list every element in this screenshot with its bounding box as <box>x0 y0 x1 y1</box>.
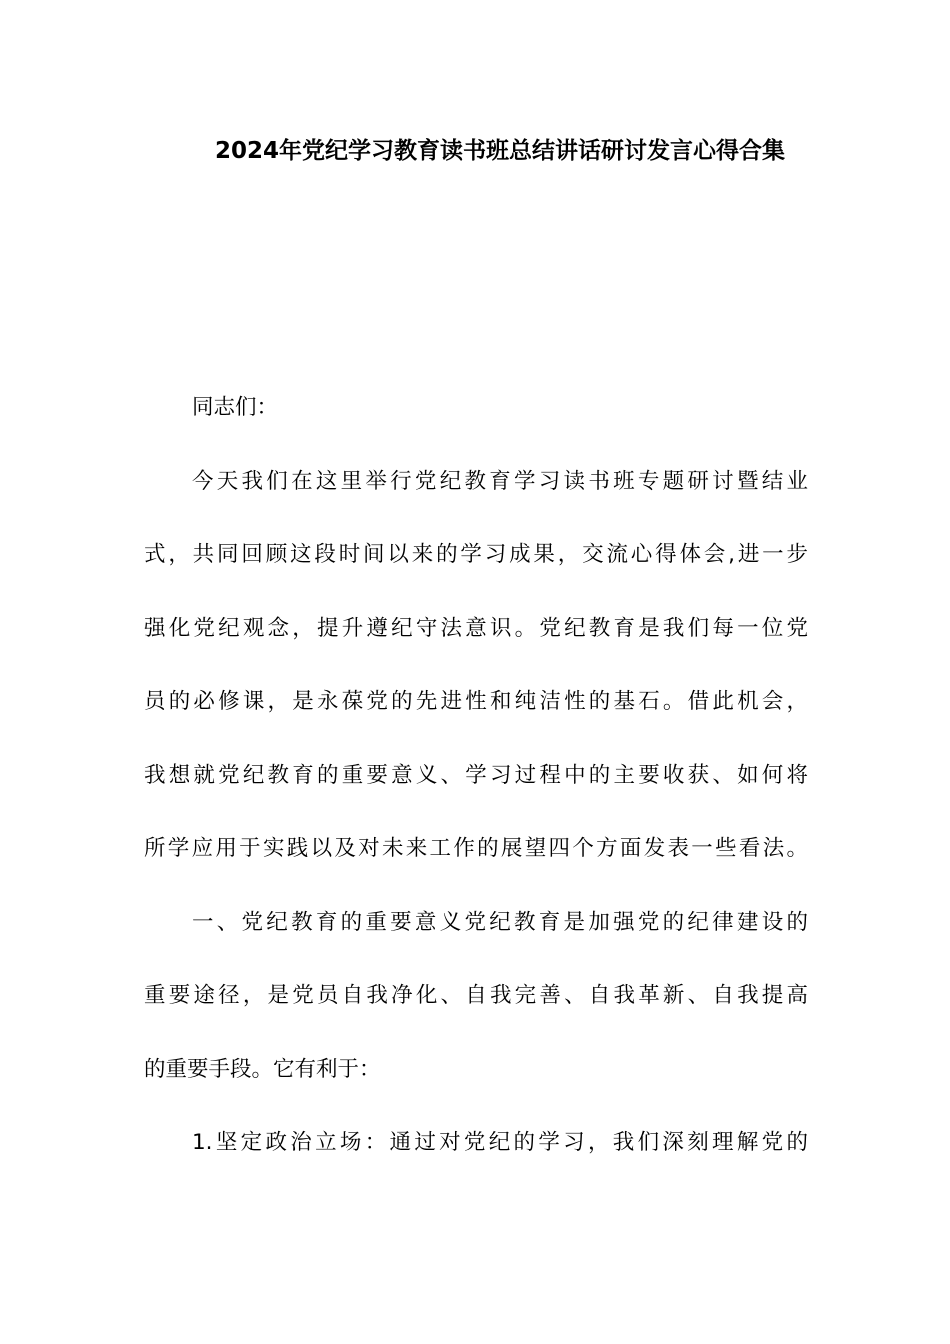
paragraph-line: 我想就党纪教育的重要意义、学习过程中的主要收获、如何将 <box>144 762 808 788</box>
paragraph-line: 所学应用于实践以及对未来工作的展望四个方面发表一些看法。 <box>144 836 808 861</box>
section-heading-line: 一、党纪教育的重要意义党纪教育是加强党的纪律建设的 <box>192 909 808 935</box>
paragraph-line: 的重要手段。它有利于： <box>144 1056 381 1082</box>
paragraph-line: 重要途径，是党员自我净化、自我完善、自我革新、自我提高 <box>144 983 808 1008</box>
document-body <box>144 386 808 1195</box>
paragraph-line: 今天我们在这里举行党纪教育学习读书班专题研讨暨结业 <box>192 468 808 494</box>
list-item-line: 1.坚定政治立场：通过对党纪的学习，我们深刻理解党的 <box>192 1130 808 1155</box>
paragraph-line: 员的必修课，是永葆党的先进性和纯洁性的基石。借此机会， <box>144 689 808 714</box>
paragraph-line: 强化党纪观念，提升遵纪守法意识。党纪教育是我们每一位党 <box>144 615 808 641</box>
paragraph-line: 式，共同回顾这段时间以来的学习成果，交流心得体会,进一步 <box>144 542 808 567</box>
document-title: 2024年党纪学习教育读书班总结讲话研讨发言心得合集 <box>214 138 785 164</box>
salutation-line: 同志们： <box>192 395 279 420</box>
